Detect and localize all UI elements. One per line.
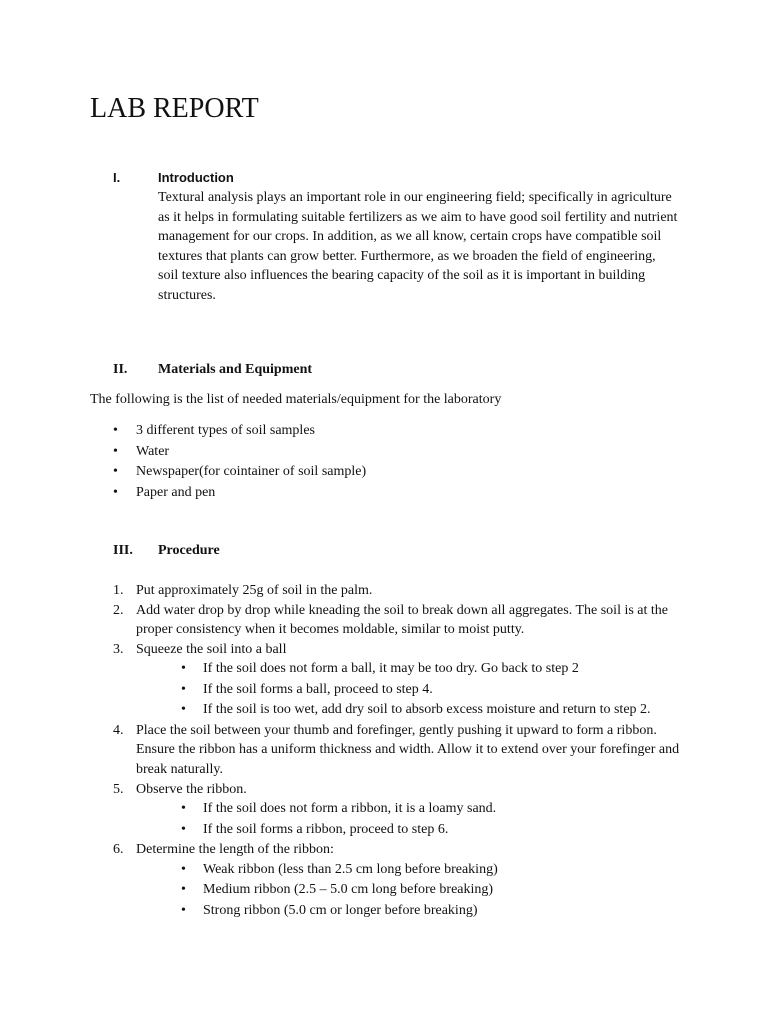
section-numeral: II.	[113, 362, 128, 377]
sub-list	[136, 659, 683, 721]
sub-list-item: • If the soil forms a ribbon, proceed to step 6.	[181, 820, 683, 841]
bullet-icon: •	[113, 485, 118, 501]
materials-lead-text: The following is the list of needed materials/equipment for the laboratory	[90, 392, 502, 407]
section-materials-heading	[113, 362, 312, 378]
sub-list-item: • If the soil does not form a ribbon, it is a loamy sand.	[181, 799, 683, 820]
step-text: Add water drop by drop while kneading the soil to break down all aggregates. The soil is at the proper consistency when it becomes moldable, similar to moist putty.	[136, 602, 668, 638]
procedure-step	[113, 640, 683, 721]
bullet-icon: •	[181, 702, 186, 718]
bullet-icon: •	[181, 661, 186, 677]
step-text: Determine the length of the ribbon:	[136, 842, 334, 858]
step-text: Squeeze the soil into a ball	[136, 641, 287, 657]
document-title: LAB REPORT	[90, 93, 259, 124]
step-text: Put approximately 25g of soil in the palm.	[136, 583, 373, 598]
bullet-icon: •	[181, 861, 186, 877]
bullet-icon: •	[181, 681, 186, 697]
sub-list-item: • If the soil is too wet, add dry soil to absorb excess moisture and return to step 2.	[181, 700, 683, 721]
sub-list-item: • Weak ribbon (less than 2.5 cm long before breaking)	[181, 860, 683, 881]
procedure-step	[113, 721, 683, 780]
step-number: 6.	[113, 842, 124, 858]
introduction-paragraph: Textural analysis plays an important role in our engineering field; specifically in agriculture as it helps in formulating suitable fertilizers as we aim to have good soil fertility and nutrient management for our crops. In addition, as we all know, certain crops have compatible soil textures that plants can grow better. Furthermore, as we broaden the field of engineering, soil texture also influences the bearing capacity of the soil as it is important in building structures.	[158, 190, 678, 303]
procedure-step	[113, 601, 683, 640]
list-item: • Newspaper(for cointainer of soil sample)	[113, 462, 366, 483]
procedure-step	[113, 840, 683, 921]
sub-list-item: • Medium ribbon (2.5 – 5.0 cm long before breaking)	[181, 880, 683, 901]
section-title: Procedure	[158, 543, 220, 558]
materials-list	[113, 421, 366, 504]
bullet-icon: •	[181, 882, 186, 898]
procedure-steps	[113, 581, 683, 921]
step-number: 2.	[113, 602, 124, 618]
list-item: • Water	[113, 442, 366, 463]
procedure-step	[113, 581, 683, 601]
list-item: • 3 different types of soil samples	[113, 421, 366, 442]
bullet-icon: •	[181, 821, 186, 837]
bullet-icon: •	[181, 801, 186, 817]
step-text: Place the soil between your thumb and forefinger, gently pushing it upward to form a ribbon. Ensure the ribbon has a uniform thickness and width. Allow it to extend over your forefinger and break naturally.	[136, 722, 680, 778]
sub-list	[136, 799, 683, 840]
bullet-icon: •	[113, 464, 118, 480]
section-numeral: I.	[113, 170, 121, 185]
step-number: 1.	[113, 583, 124, 598]
procedure-step	[113, 780, 683, 841]
section-introduction-heading	[113, 170, 234, 185]
section-procedure-heading	[113, 543, 220, 559]
bullet-icon: •	[113, 423, 118, 438]
step-number: 5.	[113, 781, 124, 797]
bullet-icon: •	[113, 443, 118, 459]
sub-list-item: • Strong ribbon (5.0 cm or longer before breaking)	[181, 901, 683, 922]
section-title: Introduction	[158, 170, 234, 185]
sub-list	[136, 860, 683, 922]
section-title: Materials and Equipment	[158, 362, 313, 377]
section-numeral: III.	[113, 543, 133, 558]
sub-list-item: • If the soil forms a ball, proceed to step 4.	[181, 680, 683, 701]
step-number: 4.	[113, 722, 124, 738]
sub-list-item: • If the soil does not form a ball, it may be too dry. Go back to step 2	[181, 659, 683, 680]
bullet-icon: •	[181, 902, 186, 918]
step-number: 3.	[113, 641, 124, 657]
step-text: Observe the ribbon.	[136, 781, 247, 797]
list-item: • Paper and pen	[113, 483, 366, 504]
